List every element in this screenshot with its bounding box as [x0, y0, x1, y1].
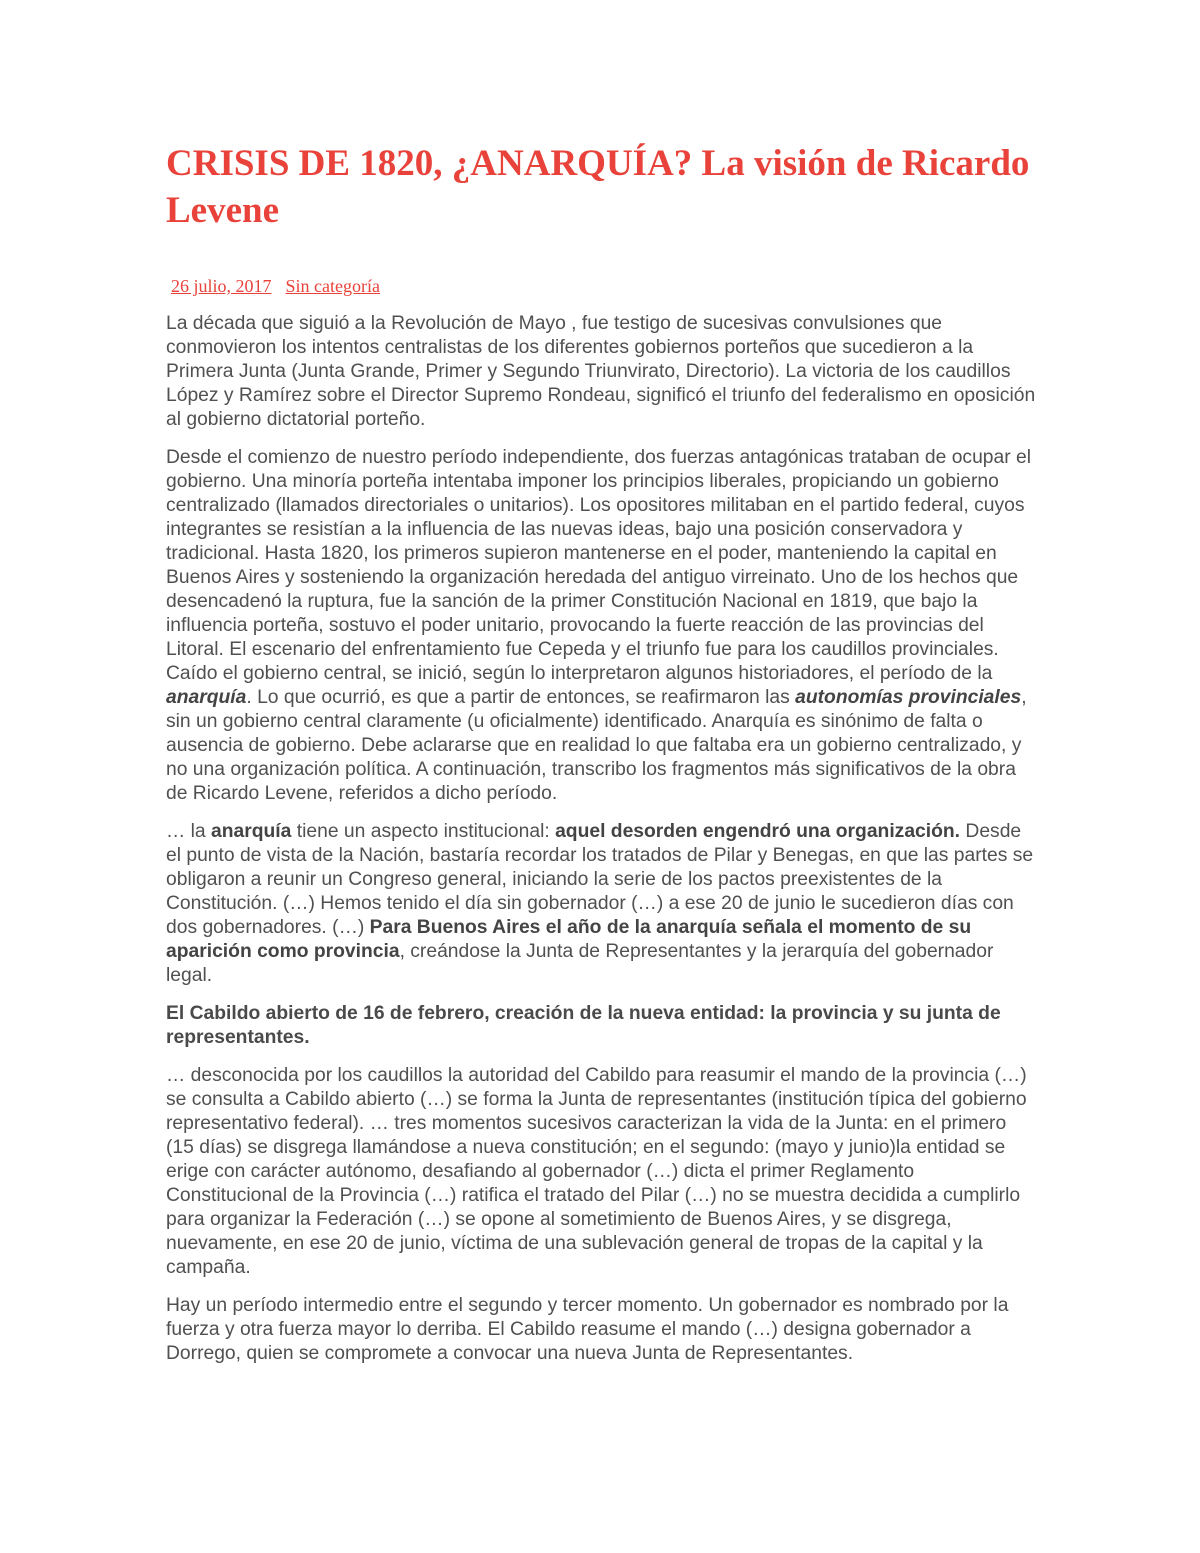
- category-link[interactable]: Sin categoría: [285, 276, 380, 296]
- article-title: CRISIS DE 1820, ¿ANARQUÍA? La visión de Ricardo Levene: [166, 143, 1030, 231]
- bold-buenos-aires: Para Buenos Aires el año de la anarquía señala el momento de su aparición como provincia: [166, 917, 972, 962]
- paragraph-intro: La década que siguió a la Revolución de Mayo , fue testigo de sucesivas convulsiones que conmovieron los intentos centralistas de los diferentes gobiernos porteños que sucedieron a la Primera Junta (Junta Grande, Primer y Segundo Triunvirato, Directorio). La victoria de los caudillos López y Ramírez sobre el Director Supremo Rondeau, significó el triunfo del federalismo en oposición al gobierno dictatorial porteño.: [166, 313, 1036, 430]
- article-body: [166, 312, 1036, 1366]
- bold-organizacion: aquel desorden engendró una organización.: [555, 821, 961, 842]
- post-date-link[interactable]: 26 julio, 2017: [171, 276, 272, 296]
- paragraph-intermediate: Hay un período intermedio entre el segundo y tercer momento. Un gobernador es nombrado por la fuerza y otra fuerza mayor lo derriba. El Cabildo reasume el mando (…) designa gobernador a Dorrego, quien se compromete a convocar una nueva Junta de Representantes.: [166, 1295, 1009, 1364]
- paragraph-junta: … desconocida por los caudillos la autoridad del Cabildo para reasumir el mando de la provincia (…) se consulta a Cabildo abierto (…) se forma la Junta de representantes (institución típica del gobierno representativo federal). … tres momentos sucesivos caracterizan la vida de la Junta: en el primero (15 días) se disgrega llamándose a nueva constitución; en el segundo: (mayo y junio)la entidad se erige con carácter autónomo, desafiando al gobernador (…) dicta el primer Reglamento Constitucional de la Provincia (…) ratifica el tratado del Pilar (…) no se muestra decidida a cumplirlo para organizar la Federación (…) se opone al sometimiento de Buenos Aires, y se disgrega, nuevamente, en ese 20 de junio, víctima de una sublevación general de tropas de la capital y la campaña.: [166, 1065, 1027, 1278]
- emphasis-autonomias: autonomías provinciales: [795, 687, 1022, 708]
- paragraph-quote-levene: … la anarquía tiene un aspecto institucional: aquel desorden engendró una organización. Desde el punto de vista de la Nación, bastaría recordar los tratados de Pilar y Benegas, en que las partes se obligaron a reunir un Congreso general, iniciando la serie de los pactos preexistentes de la Constitución. (…) Hemos tenido el día sin gobernador (…) a ese 20 de junio le sucedieron días con dos gobernadores. (…) Para Buenos Aires el año de la anarquía señala el momento de su aparición como provincia, creándose la Junta de Representantes y la jerarquía del gobernador legal.: [166, 821, 1034, 986]
- document-page: [166, 140, 1036, 1380]
- emphasis-anarquia: anarquía: [166, 687, 247, 708]
- paragraph-context: Desde el comienzo de nuestro período independiente, dos fuerzas antagónicas trataban de ocupar el gobierno. Una minoría porteña intentaba imponer los principios liberales, propiciando un gobierno centralizado (llamados directoriales o unitarios). Los opositores militaban en el partido federal, cuyos integrantes se resistían a la influencia de las nuevas ideas, bajo una posición conservadora y tradicional. Hasta 1820, los primeros supieron mantenerse en el poder, manteniendo la capital en Buenos Aires y sosteniendo la organización heredada del antiguo virreinato. Uno de los hechos que desencadenó la ruptura, fue la sanción de la primer Constitución Nacional en 1819, que bajo la influencia porteña, sostuvo el poder unitario, provocando la fuerte reacción de las provincias del Litoral. El escenario del enfrentamiento fue Cepeda y el triunfo fue para los caudillos provinciales. Caído el gobierno central, se inició, según lo interpretaron algunos historiadores, el período de la anarquía. Lo que ocurrió, es que a partir de entonces, se reafirmaron las autonomías provinciales, sin un gobierno central claramente (u oficialmente) identificado. Anarquía es sinónimo de falta o ausencia de gobierno. Debe aclararse que en realidad lo que faltaba era un gobierno centralizado, y no una organización política. A continuación, transcribo los fragmentos más significativos de la obra de Ricardo Levene, referidos a dicho período.: [166, 447, 1032, 804]
- post-meta: [166, 274, 1036, 298]
- bold-anarquia: anarquía: [211, 821, 292, 842]
- section-subheading: El Cabildo abierto de 16 de febrero, creación de la nueva entidad: la provincia y su junta de representantes.: [166, 1003, 1001, 1048]
